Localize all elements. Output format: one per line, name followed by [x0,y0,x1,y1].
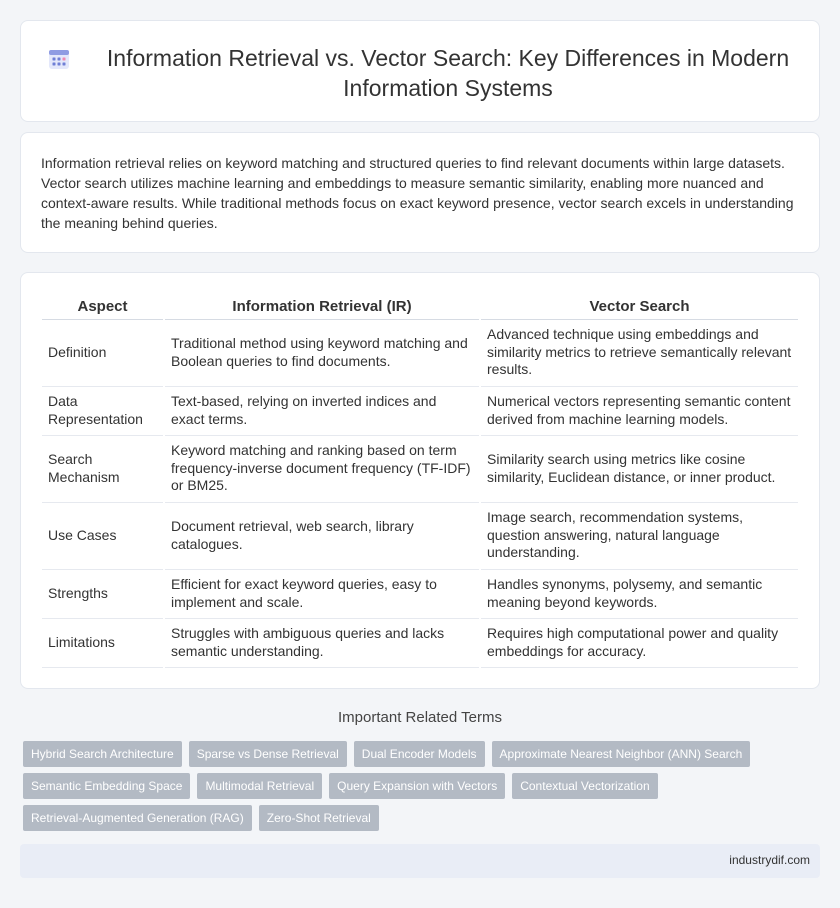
intro-paragraph: Information retrieval relies on keyword matching and structured queries to find relevant documents within large datasets. Vector search utilizes machine learning and embeddings to measure semantic similarity, enabling more nuanced and context-aware results. While traditional methods focus on exact keyword presence, vector search excels in understanding the meaning behind queries. [41,155,794,231]
row-vector-value: Advanced technique using embeddings and similarity metrics to retrieve semantically relevant results. [480,319,798,386]
row-ir-value: Efficient for exact keyword queries, easy to implement and scale. [164,569,480,618]
page-title: Information Retrieval vs. Vector Search: Key Differences in Modern Information Systems [106,45,790,101]
header-card [20,20,820,122]
related-term-tag[interactable]: Semantic Embedding Space [23,773,190,799]
table-row [42,618,798,667]
row-aspect: Use Cases [42,502,164,569]
table-row [42,435,798,502]
row-aspect: Search Mechanism [42,435,164,502]
row-ir-value: Document retrieval, web search, library catalogues. [164,502,480,569]
row-aspect: Limitations [42,618,164,667]
table-row [42,569,798,618]
related-term-tag[interactable]: Sparse vs Dense Retrieval [189,741,347,767]
related-terms-tags [23,741,783,831]
header-information-retrieval: Information Retrieval (IR) [164,295,480,319]
intro-card [20,132,820,253]
related-term-tag[interactable]: Zero-Shot Retrieval [259,805,379,831]
row-ir-value: Text-based, relying on inverted indices and exact terms. [164,386,480,435]
row-ir-value: Keyword matching and ranking based on term frequency-inverse document frequency (TF-IDF) or BM25. [164,435,480,502]
row-vector-value: Requires high computational power and quality embeddings for accuracy. [480,618,798,667]
comparison-card [20,272,820,689]
related-term-tag[interactable]: Retrieval-Augmented Generation (RAG) [23,805,252,831]
comparison-table [42,295,798,668]
header-aspect: Aspect [42,295,164,319]
row-aspect: Strengths [42,569,164,618]
footer-site-link[interactable]: industrydif.com [729,853,810,867]
footer [20,844,820,878]
related-terms-heading: Important Related Terms [338,709,502,726]
calendar-grid-icon [47,47,71,71]
row-vector-value: Similarity search using metrics like cosine similarity, Euclidean distance, or inner product. [480,435,798,502]
related-term-tag[interactable]: Approximate Nearest Neighbor (ANN) Search [492,741,751,767]
row-aspect: Definition [42,319,164,386]
table-row [42,502,798,569]
row-ir-value: Traditional method using keyword matching and Boolean queries to find documents. [164,319,480,386]
row-aspect: Data Representation [42,386,164,435]
row-vector-value: Handles synonyms, polysemy, and semantic meaning beyond keywords. [480,569,798,618]
related-term-tag[interactable]: Multimodal Retrieval [197,773,322,799]
table-row [42,386,798,435]
table-row [42,319,798,386]
row-vector-value: Numerical vectors representing semantic content derived from machine learning models. [480,386,798,435]
related-term-tag[interactable]: Hybrid Search Architecture [23,741,182,767]
row-ir-value: Struggles with ambiguous queries and lacks semantic understanding. [164,618,480,667]
related-term-tag[interactable]: Query Expansion with Vectors [329,773,505,799]
related-term-tag[interactable]: Dual Encoder Models [354,741,485,767]
table-header-row [42,295,798,319]
header-vector-search: Vector Search [480,295,798,319]
row-vector-value: Image search, recommendation systems, question answering, natural language understanding. [480,502,798,569]
related-term-tag[interactable]: Contextual Vectorization [512,773,657,799]
